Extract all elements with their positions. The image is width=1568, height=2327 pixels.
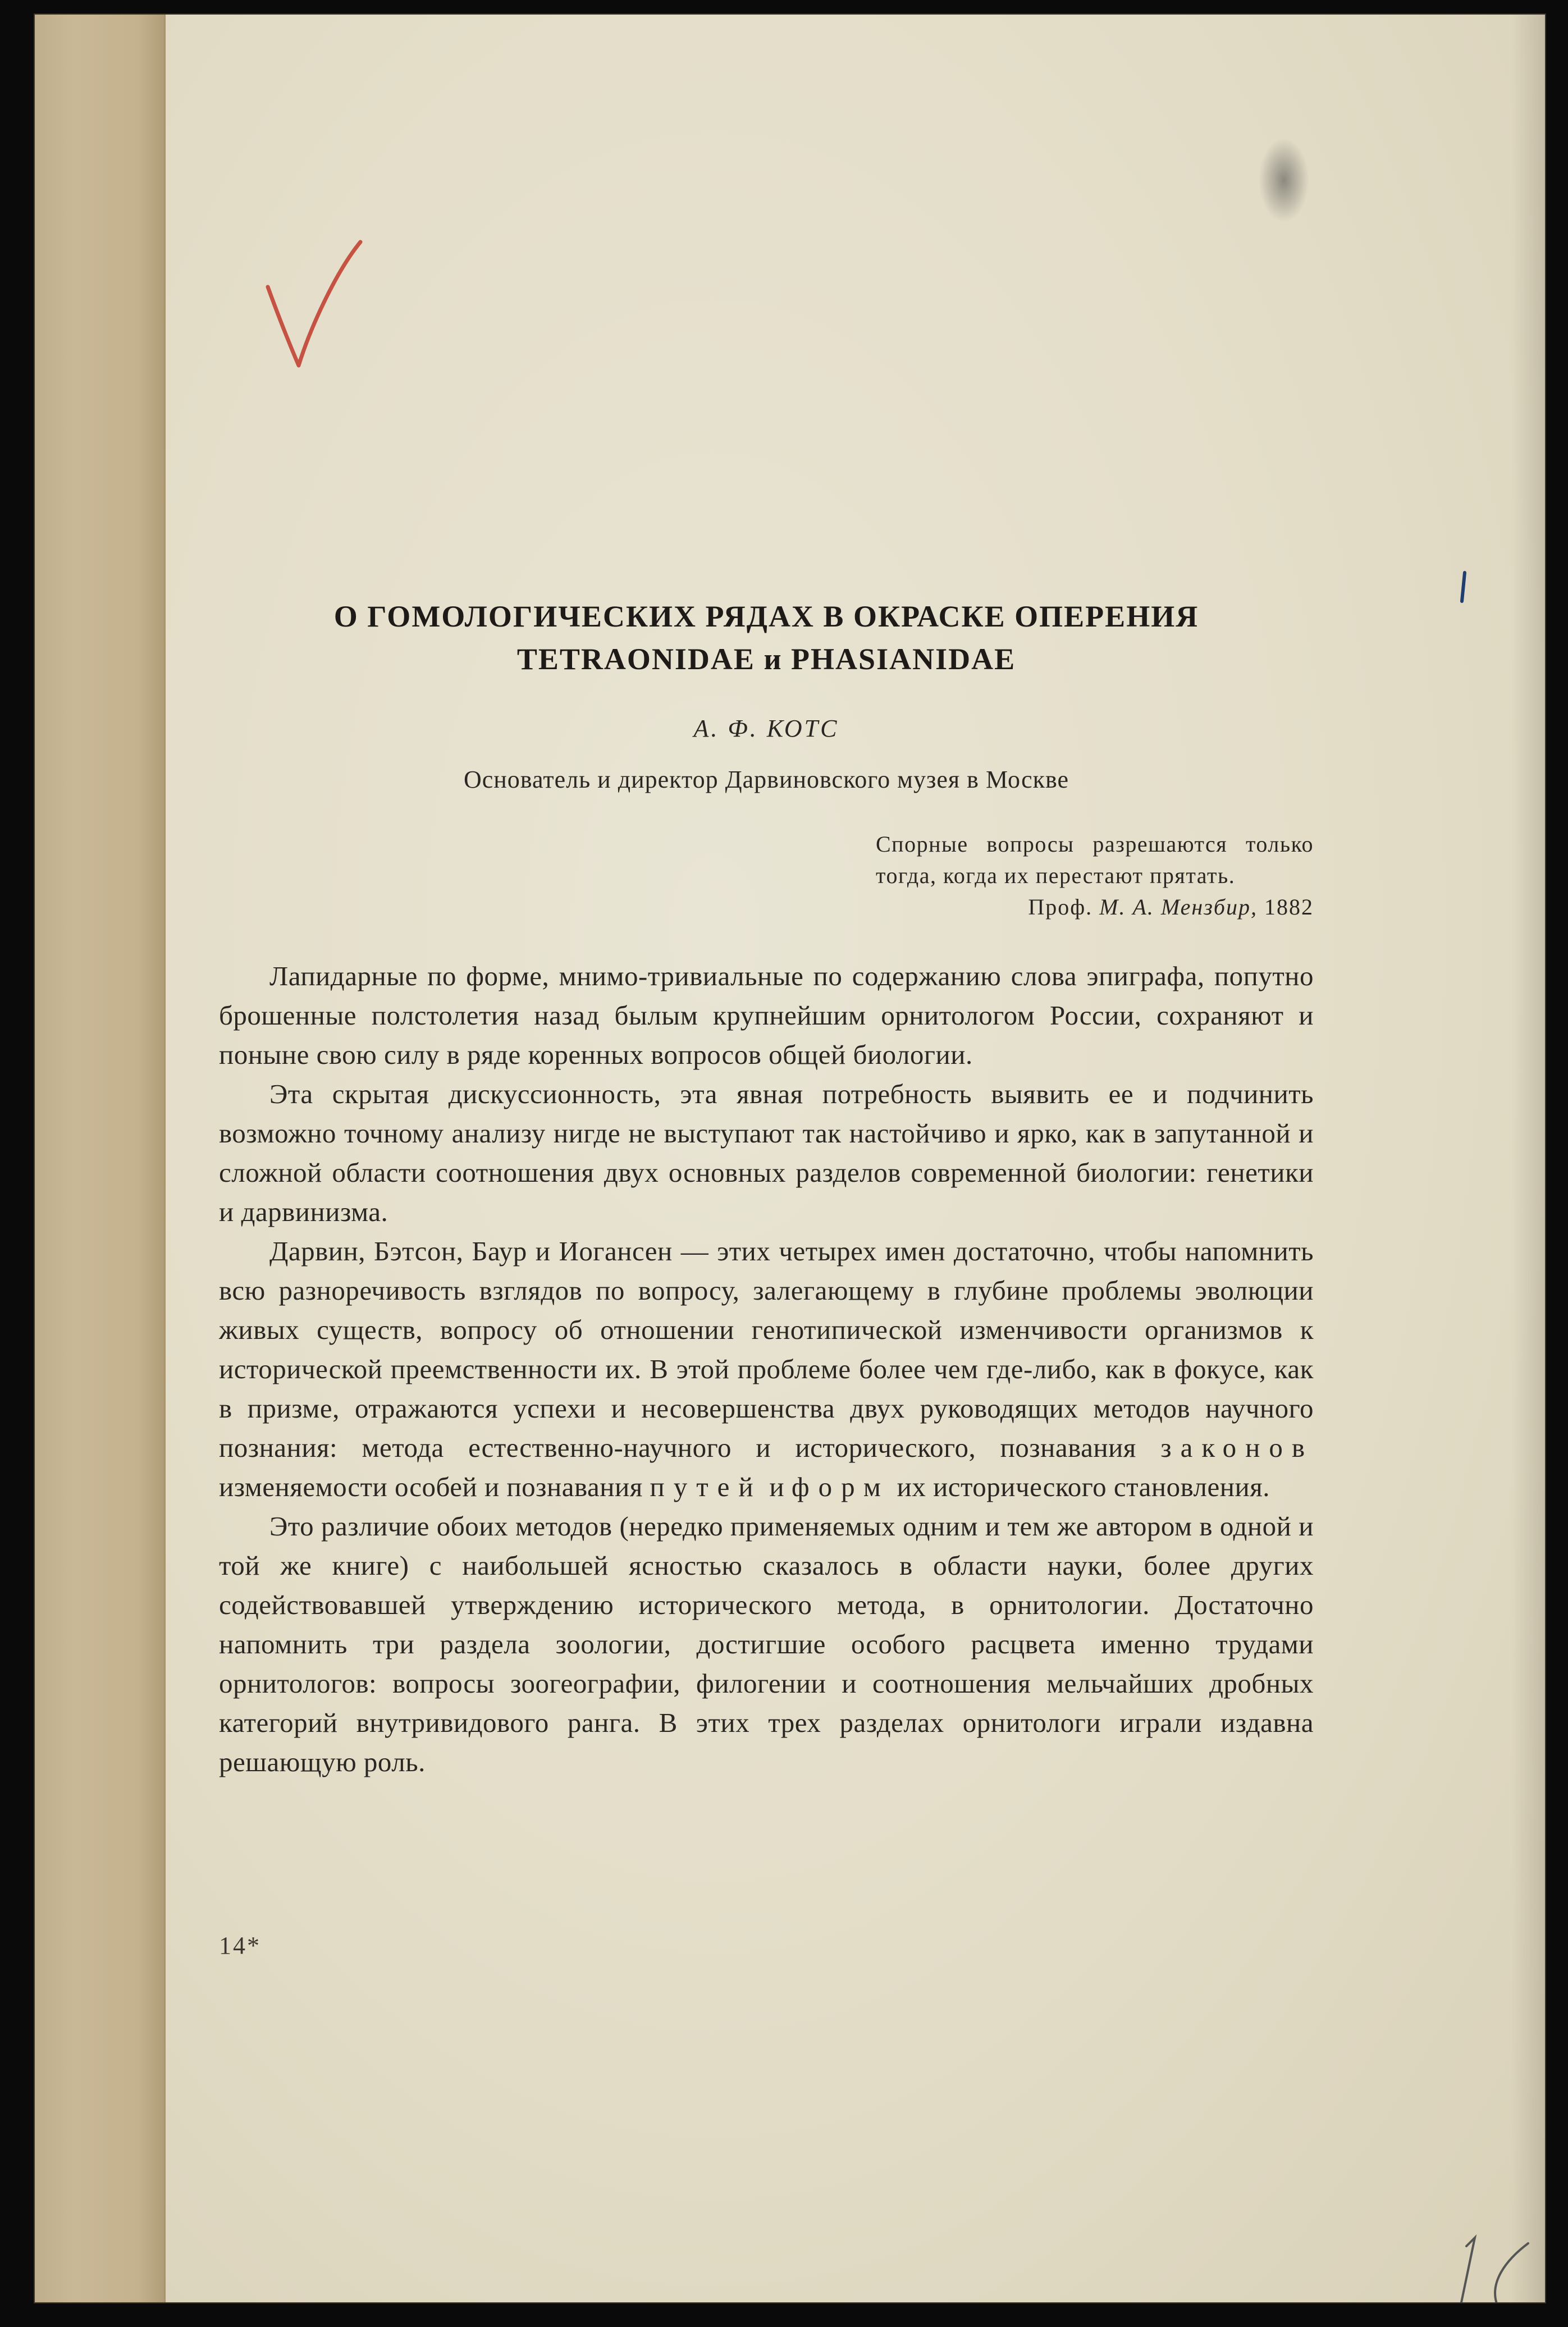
author-name: А. Ф. КОТС	[693, 715, 839, 742]
paragraph-3	[219, 1232, 1314, 1507]
epigraph-attribution	[876, 892, 1314, 923]
epigraph-attribution-prefix: Проф.	[1028, 894, 1093, 920]
epigraph	[876, 829, 1314, 923]
ink-stain	[1259, 138, 1309, 222]
signature-mark: 14*	[219, 1932, 261, 1959]
article-title	[219, 595, 1314, 680]
author-affiliation: Основатель и директор Дарвиновского музея в Москве	[463, 766, 1069, 793]
paragraph-3-part-c: их исторического становления.	[897, 1471, 1270, 1502]
blue-ink-mark	[1458, 570, 1469, 604]
article-content	[219, 595, 1314, 1782]
paragraph-1: Лапидарные по форме, мнимо-тривиальные по содержанию слова эпиграфа, попутно брошенные полстолетия назад былым крупнейшим орнитологом России, сохраняют и поныне свою силу в ряде коренных вопросов общей биологии.	[219, 961, 1314, 1070]
binding-strip	[35, 15, 166, 2302]
pencil-page-number	[1444, 2227, 1534, 2302]
paragraph-3-spaced-forms: форм	[791, 1471, 890, 1502]
epigraph-text: Спорные вопросы разрешаются только тогда, когда их перестают прятать.	[876, 831, 1314, 888]
paragraph-3-part-a: Дарвин, Бэтсон, Баур и Иогансен — этих четырех имен достаточно, чтобы напомнить всю разноречивость взглядов по вопросу, залегающему в глубине проблемы эволюции живых существ, вопросу об отношении генотипической изменчивости организмов к исторической преемственности их. В этой проблеме более чем где-либо, как в фокусе, как в призме, отражаются успехи и несовершенства двух руководящих методов научного познания: метода естественно-научного и исторического, познавания	[219, 1236, 1314, 1463]
title-line-1: О ГОМОЛОГИЧЕСКИХ РЯДАХ В ОКРАСКЕ ОПЕРЕНИЯ	[333, 600, 1199, 633]
paragraph-3-and: и	[769, 1471, 785, 1502]
paragraph-3-spaced-paths: путей	[650, 1471, 762, 1502]
title-line-2: TETRAONIDAE и PHASIANIDAE	[516, 642, 1016, 676]
epigraph-attribution-year: 1882	[1264, 894, 1314, 920]
paragraph-4: Это различие обоих методов (нередко применяемых одним и тем же автором в одной и той же книге) с наибольшей ясностью сказалось в области науки, более других содействовавшей утверждению исторического метода, в орнитологии. Достаточно напомнить три раздела зоологии, достигшие особого расцвета именно трудами орнитологов: вопросы зоогеографии, филогении и соотношения мельчайших дробных категорий внутривидового ранга. В этих трех разделах орнитологи играли издавна решающую роль.	[219, 1511, 1314, 1777]
paragraph-3-part-b: изменяемости особей и познавания	[219, 1471, 643, 1502]
article-body	[219, 957, 1314, 1782]
red-check-mark	[257, 234, 369, 374]
page-edge-shadow	[1511, 15, 1545, 2302]
paragraph-3-spaced-laws: законов	[1160, 1432, 1314, 1463]
epigraph-attribution-name: М. А. Мензбир,	[1099, 894, 1258, 920]
paragraph-2: Эта скрытая дискуссионность, эта явная потребность выявить ее и подчинить возможно точному анализу нигде не выступают так настойчиво и ярко, как в запутанной и сложной области соотношения двух основных разделов современной биологии: генетики и дарвинизма.	[219, 1078, 1314, 1227]
